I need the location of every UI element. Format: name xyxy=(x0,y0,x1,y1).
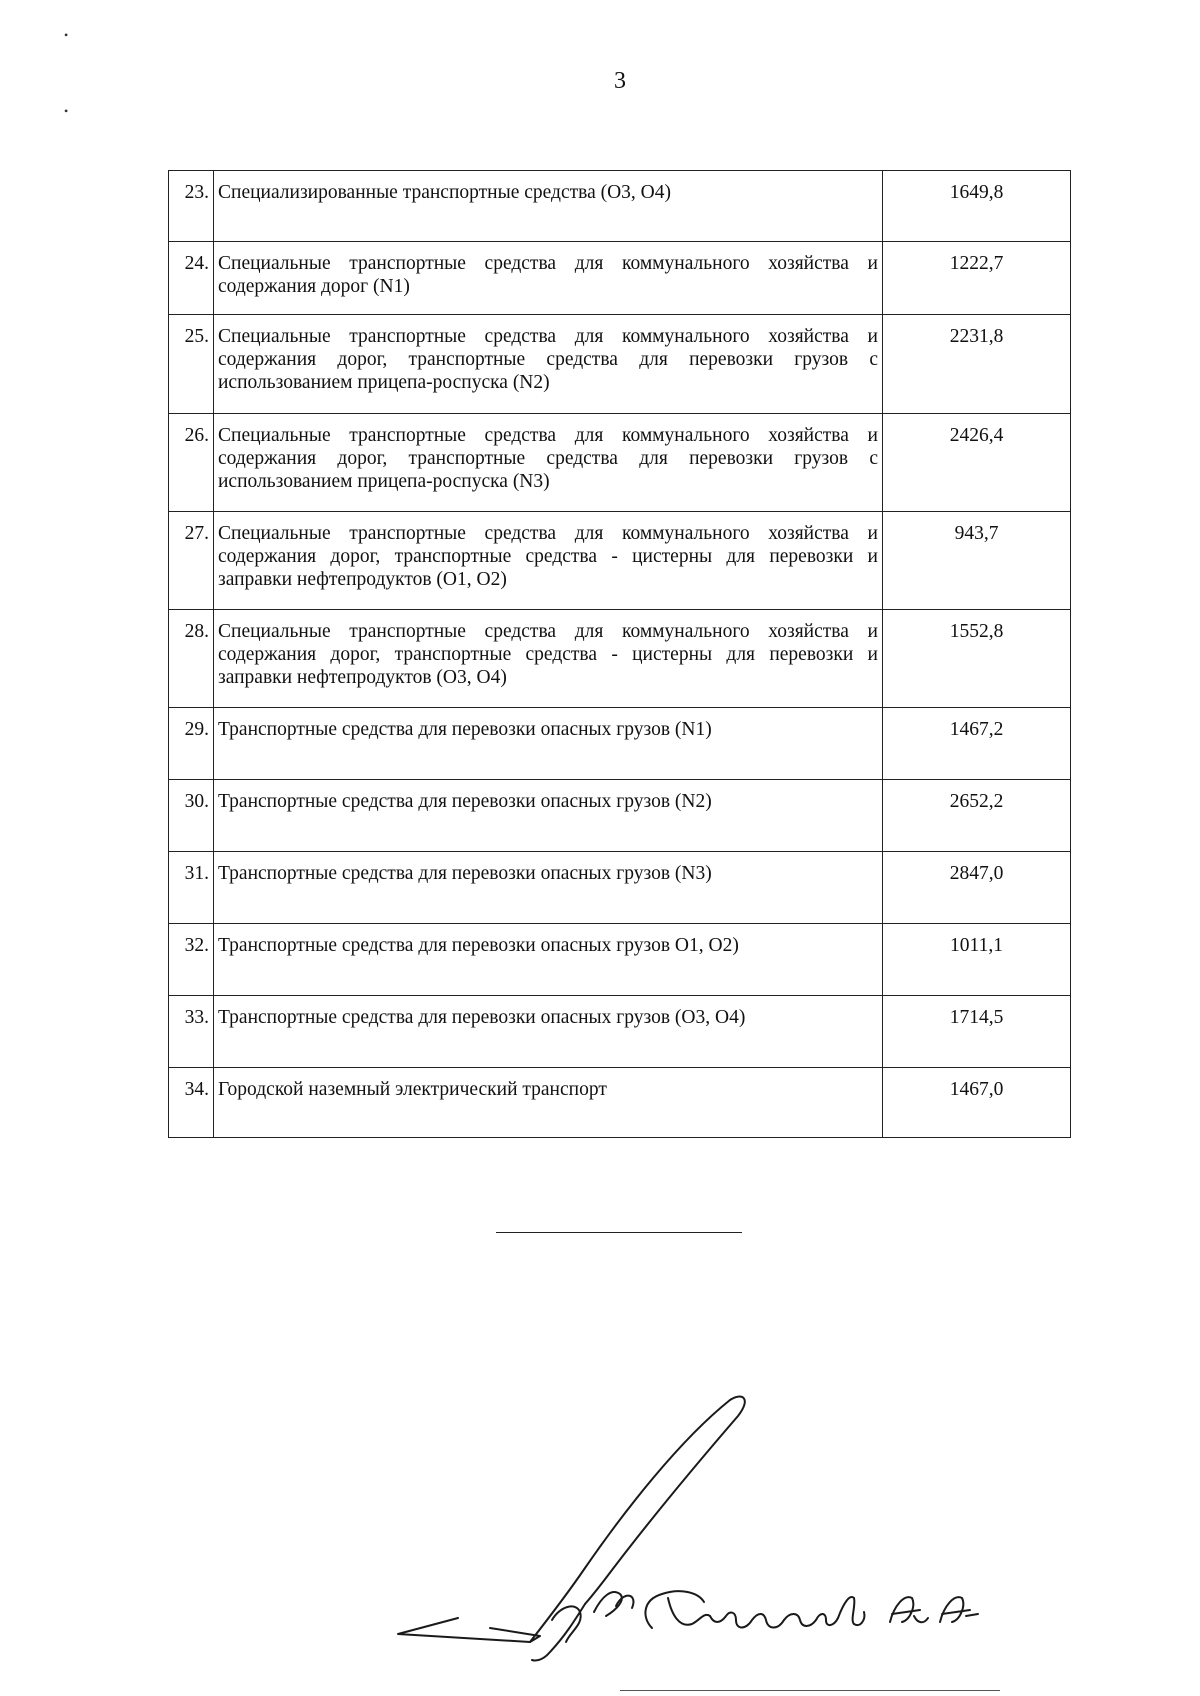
page-number: 3 xyxy=(614,68,626,94)
scan-speck: • xyxy=(64,104,69,118)
row-number: 33. xyxy=(169,996,214,1068)
vehicle-category: Специальные транспортные средства для коммунального хозяйства и содержания дорог, транспортные средства для перевозки грузов с использованием прицепа-роспуска (N3) xyxy=(214,414,883,512)
row-value: 1649,8 xyxy=(883,171,1071,242)
row-number: 34. xyxy=(169,1068,214,1138)
row-number: 24. xyxy=(169,242,214,315)
scan-speck: • xyxy=(64,28,69,42)
table-row xyxy=(169,852,1071,924)
vehicle-category: Транспортные средства для перевозки опасных грузов (N3) xyxy=(214,852,883,924)
vehicle-category: Транспортные средства для перевозки опасных грузов (N2) xyxy=(214,780,883,852)
table-row xyxy=(169,996,1071,1068)
table-row xyxy=(169,414,1071,512)
table-row xyxy=(169,171,1071,242)
row-value: 2231,8 xyxy=(883,315,1071,414)
vehicle-category: Городской наземный электрический транспорт xyxy=(214,1068,883,1138)
vehicle-category: Транспортные средства для перевозки опасных грузов O1, O2) xyxy=(214,924,883,996)
row-number: 31. xyxy=(169,852,214,924)
table-row xyxy=(169,512,1071,610)
row-value: 1552,8 xyxy=(883,610,1071,708)
row-number: 23. xyxy=(169,171,214,242)
row-number: 26. xyxy=(169,414,214,512)
row-number: 30. xyxy=(169,780,214,852)
vehicle-category: Транспортные средства для перевозки опасных грузов (O3, O4) xyxy=(214,996,883,1068)
row-value: 1222,7 xyxy=(883,242,1071,315)
row-number: 28. xyxy=(169,610,214,708)
row-value: 2847,0 xyxy=(883,852,1071,924)
vehicle-category: Специальные транспортные средства для коммунального хозяйства и содержания дорог, транспортные средства - цистерны для перевозки и заправки нефтепродуктов (O3, O4) xyxy=(214,610,883,708)
vehicle-category: Специализированные транспортные средства (O3, O4) xyxy=(214,171,883,242)
table-row xyxy=(169,708,1071,780)
row-number: 32. xyxy=(169,924,214,996)
row-number: 25. xyxy=(169,315,214,414)
bottom-edge-rule xyxy=(620,1690,1000,1691)
vehicle-category: Специальные транспортные средства для коммунального хозяйства и содержания дорог, транспортные средства для перевозки грузов с использованием прицепа-роспуска (N2) xyxy=(214,315,883,414)
row-value: 2652,2 xyxy=(883,780,1071,852)
row-value: 943,7 xyxy=(883,512,1071,610)
vehicle-category: Специальные транспортные средства для коммунального хозяйства и содержания дорог, транспортные средства - цистерны для перевозки и заправки нефтепродуктов (O1, O2) xyxy=(214,512,883,610)
row-value: 1714,5 xyxy=(883,996,1071,1068)
row-number: 27. xyxy=(169,512,214,610)
vehicle-category: Транспортные средства для перевозки опасных грузов (N1) xyxy=(214,708,883,780)
row-number: 29. xyxy=(169,708,214,780)
row-value: 2426,4 xyxy=(883,414,1071,512)
rates-table xyxy=(168,170,1071,1138)
handwritten-signature xyxy=(380,1380,980,1680)
row-value: 1467,2 xyxy=(883,708,1071,780)
table-row xyxy=(169,1068,1071,1138)
table-row xyxy=(169,315,1071,414)
table-row xyxy=(169,242,1071,315)
row-value: 1467,0 xyxy=(883,1068,1071,1138)
closing-rule xyxy=(496,1232,742,1233)
table-row xyxy=(169,924,1071,996)
vehicle-category: Специальные транспортные средства для коммунального хозяйства и содержания дорог (N1) xyxy=(214,242,883,315)
row-value: 1011,1 xyxy=(883,924,1071,996)
table-row xyxy=(169,610,1071,708)
table-row xyxy=(169,780,1071,852)
